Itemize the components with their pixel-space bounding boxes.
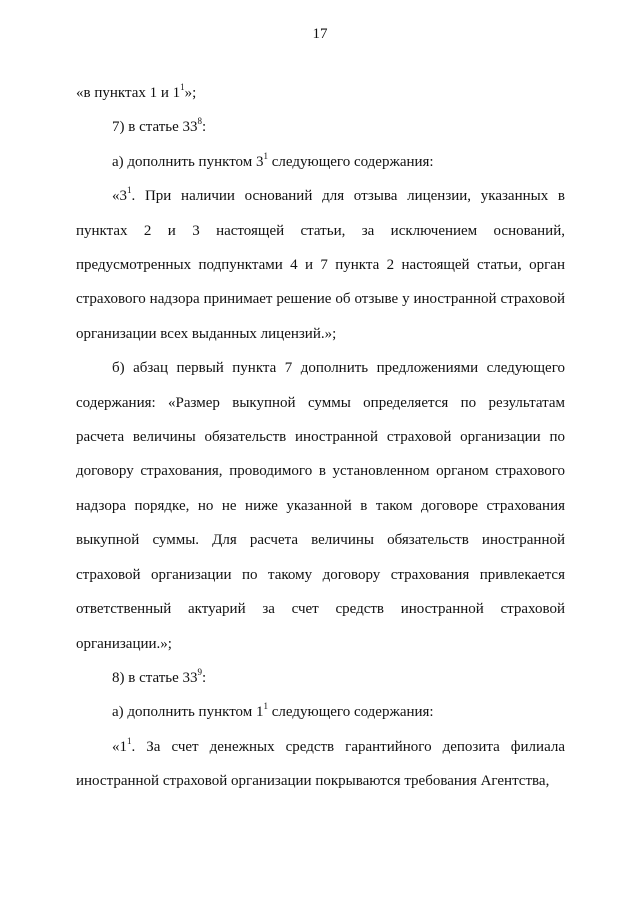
superscript: 8: [197, 116, 203, 127]
superscript: 1: [263, 150, 269, 161]
paragraph: [76, 179, 565, 351]
paragraph-text: «1: [112, 738, 127, 755]
document-body: [76, 76, 565, 799]
paragraph: [76, 110, 565, 144]
paragraph-text: »;: [184, 85, 197, 101]
paragraph: [76, 76, 565, 110]
paragraph-text: «в пунктах 1 и 1: [76, 85, 181, 101]
paragraph: [76, 351, 565, 661]
superscript: 1: [127, 185, 132, 196]
paragraph-text: б) абзац первый пункта 7 дополнить предложениями следующего содержания: «Размер выкупной суммы определяется по результатам расчета величины обязательств иностранной страховой организации по договору страхования, проводимого в установленном органом страхового надзора порядке, но не ниже указанной в таком договоре страхования выкупной суммы. Для расчета величины обязательств иностранной страховой организации по такому договору страхования привлекается ответственный актуарий за счет средств иностранной страховой организации.»;: [76, 360, 565, 652]
paragraph: [76, 661, 565, 695]
paragraph: [76, 730, 565, 799]
paragraph-text: 8) в статье 33: [112, 669, 198, 686]
paragraph-text: следующего содержания:: [268, 153, 434, 170]
superscript: 1: [263, 701, 269, 712]
paragraph: [76, 695, 565, 729]
superscript: 1: [127, 735, 132, 746]
paragraph-text: :: [202, 669, 207, 686]
superscript: 1: [180, 82, 185, 92]
superscript: 9: [197, 666, 203, 677]
paragraph: [76, 145, 565, 179]
page-number: 17: [312, 26, 328, 42]
paragraph-text: :: [202, 119, 207, 136]
paragraph-text: следующего содержания:: [268, 704, 434, 721]
paragraph-text: «3: [112, 188, 127, 205]
paragraph-text: . За счет денежных средств гарантийного депозита филиала иностранной страховой организации покрываются требования Агентства,: [76, 738, 565, 790]
paragraph-text: 7) в статье 33: [112, 119, 198, 136]
paragraph-text: а) дополнить пунктом 3: [112, 153, 264, 170]
paragraph-text: а) дополнить пунктом 1: [112, 704, 264, 721]
paragraph-text: . При наличии оснований для отзыва лицензии, указанных в пунктах 2 и 3 настоящей статьи, за исключением оснований, предусмотренных подпунктами 4 и 7 пункта 2 настоящей статьи, орган страхового надзора принимает решение об отзыве у иностранной страховой организации всех выданных лицензий.»;: [76, 188, 565, 342]
